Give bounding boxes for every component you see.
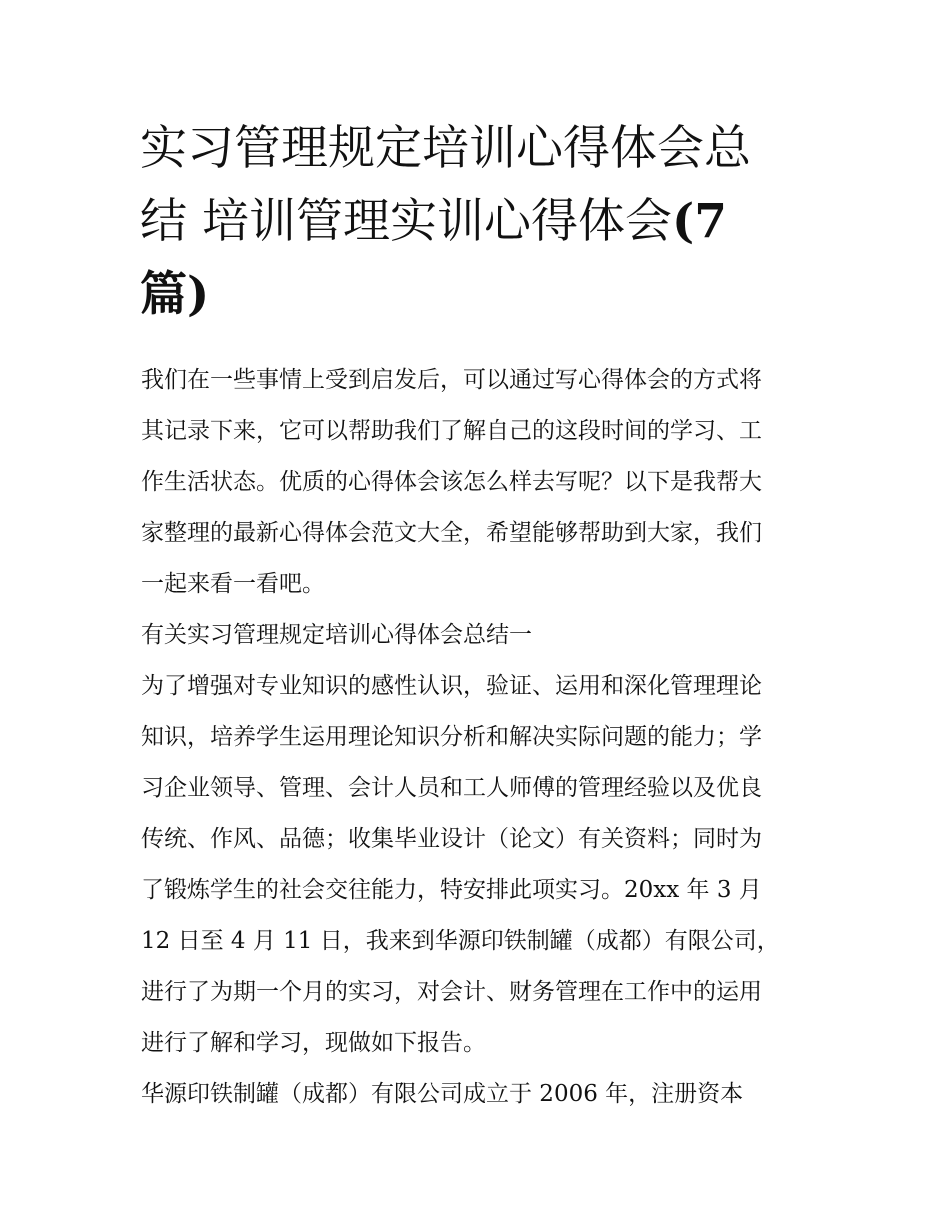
title-line bbox=[140, 185, 820, 258]
title-line: 篇) bbox=[140, 267, 210, 322]
title-line-text: 结 培训管理实训心得体会 bbox=[140, 194, 672, 249]
text-line: 知识，培养学生运用理论知识分析和解决实际问题的能力；学 bbox=[141, 724, 762, 750]
body-paragraph bbox=[141, 661, 821, 1069]
document-body bbox=[141, 355, 821, 1120]
intro-paragraph bbox=[141, 355, 821, 610]
text-line: 有关实习管理规定培训心得体会总结一 bbox=[141, 622, 532, 648]
title-line: 实习管理规定培训心得体会总 bbox=[140, 121, 751, 176]
title-line-count: (7 bbox=[671, 194, 727, 249]
text-line: 家整理的最新心得体会范文大全，希望能够帮助到大家，我们 bbox=[141, 520, 762, 546]
text-line: 为了增强对专业知识的感性认识，验证、运用和深化管理理论 bbox=[141, 673, 762, 699]
text-line: 习企业领导、管理、会计人员和工人师傅的管理经验以及优良 bbox=[141, 775, 762, 801]
body-paragraph bbox=[141, 1069, 821, 1120]
text-line: 作生活状态。优质的心得体会该怎么样去写呢？以下是我帮大 bbox=[141, 469, 762, 495]
text-line: 我们在一些事情上受到启发后，可以通过写心得体会的方式将 bbox=[141, 367, 762, 393]
text-line: 12 日至 4 月 11 日，我来到华源印铁制罐（成都）有限公司， bbox=[141, 928, 780, 954]
text-line: 其记录下来，它可以帮助我们了解自己的这段时间的学习、工 bbox=[141, 418, 762, 444]
text-line: 了锻炼学生的社会交往能力，特安排此项实习。20xx 年 3 月 bbox=[141, 877, 762, 903]
section-heading bbox=[141, 610, 821, 661]
text-line: 进行了为期一个月的实习，对会计、财务管理在工作中的运用 bbox=[141, 979, 762, 1005]
document-title bbox=[140, 112, 820, 331]
text-line: 一起来看一看吧。 bbox=[141, 571, 325, 597]
text-line: 进行了解和学习，现做如下报告。 bbox=[141, 1030, 486, 1056]
text-line: 传统、作风、品德；收集毕业设计（论文）有关资料；同时为 bbox=[141, 826, 762, 852]
text-line: 华源印铁制罐（成都）有限公司成立于 2006 年，注册资本 bbox=[141, 1081, 744, 1107]
